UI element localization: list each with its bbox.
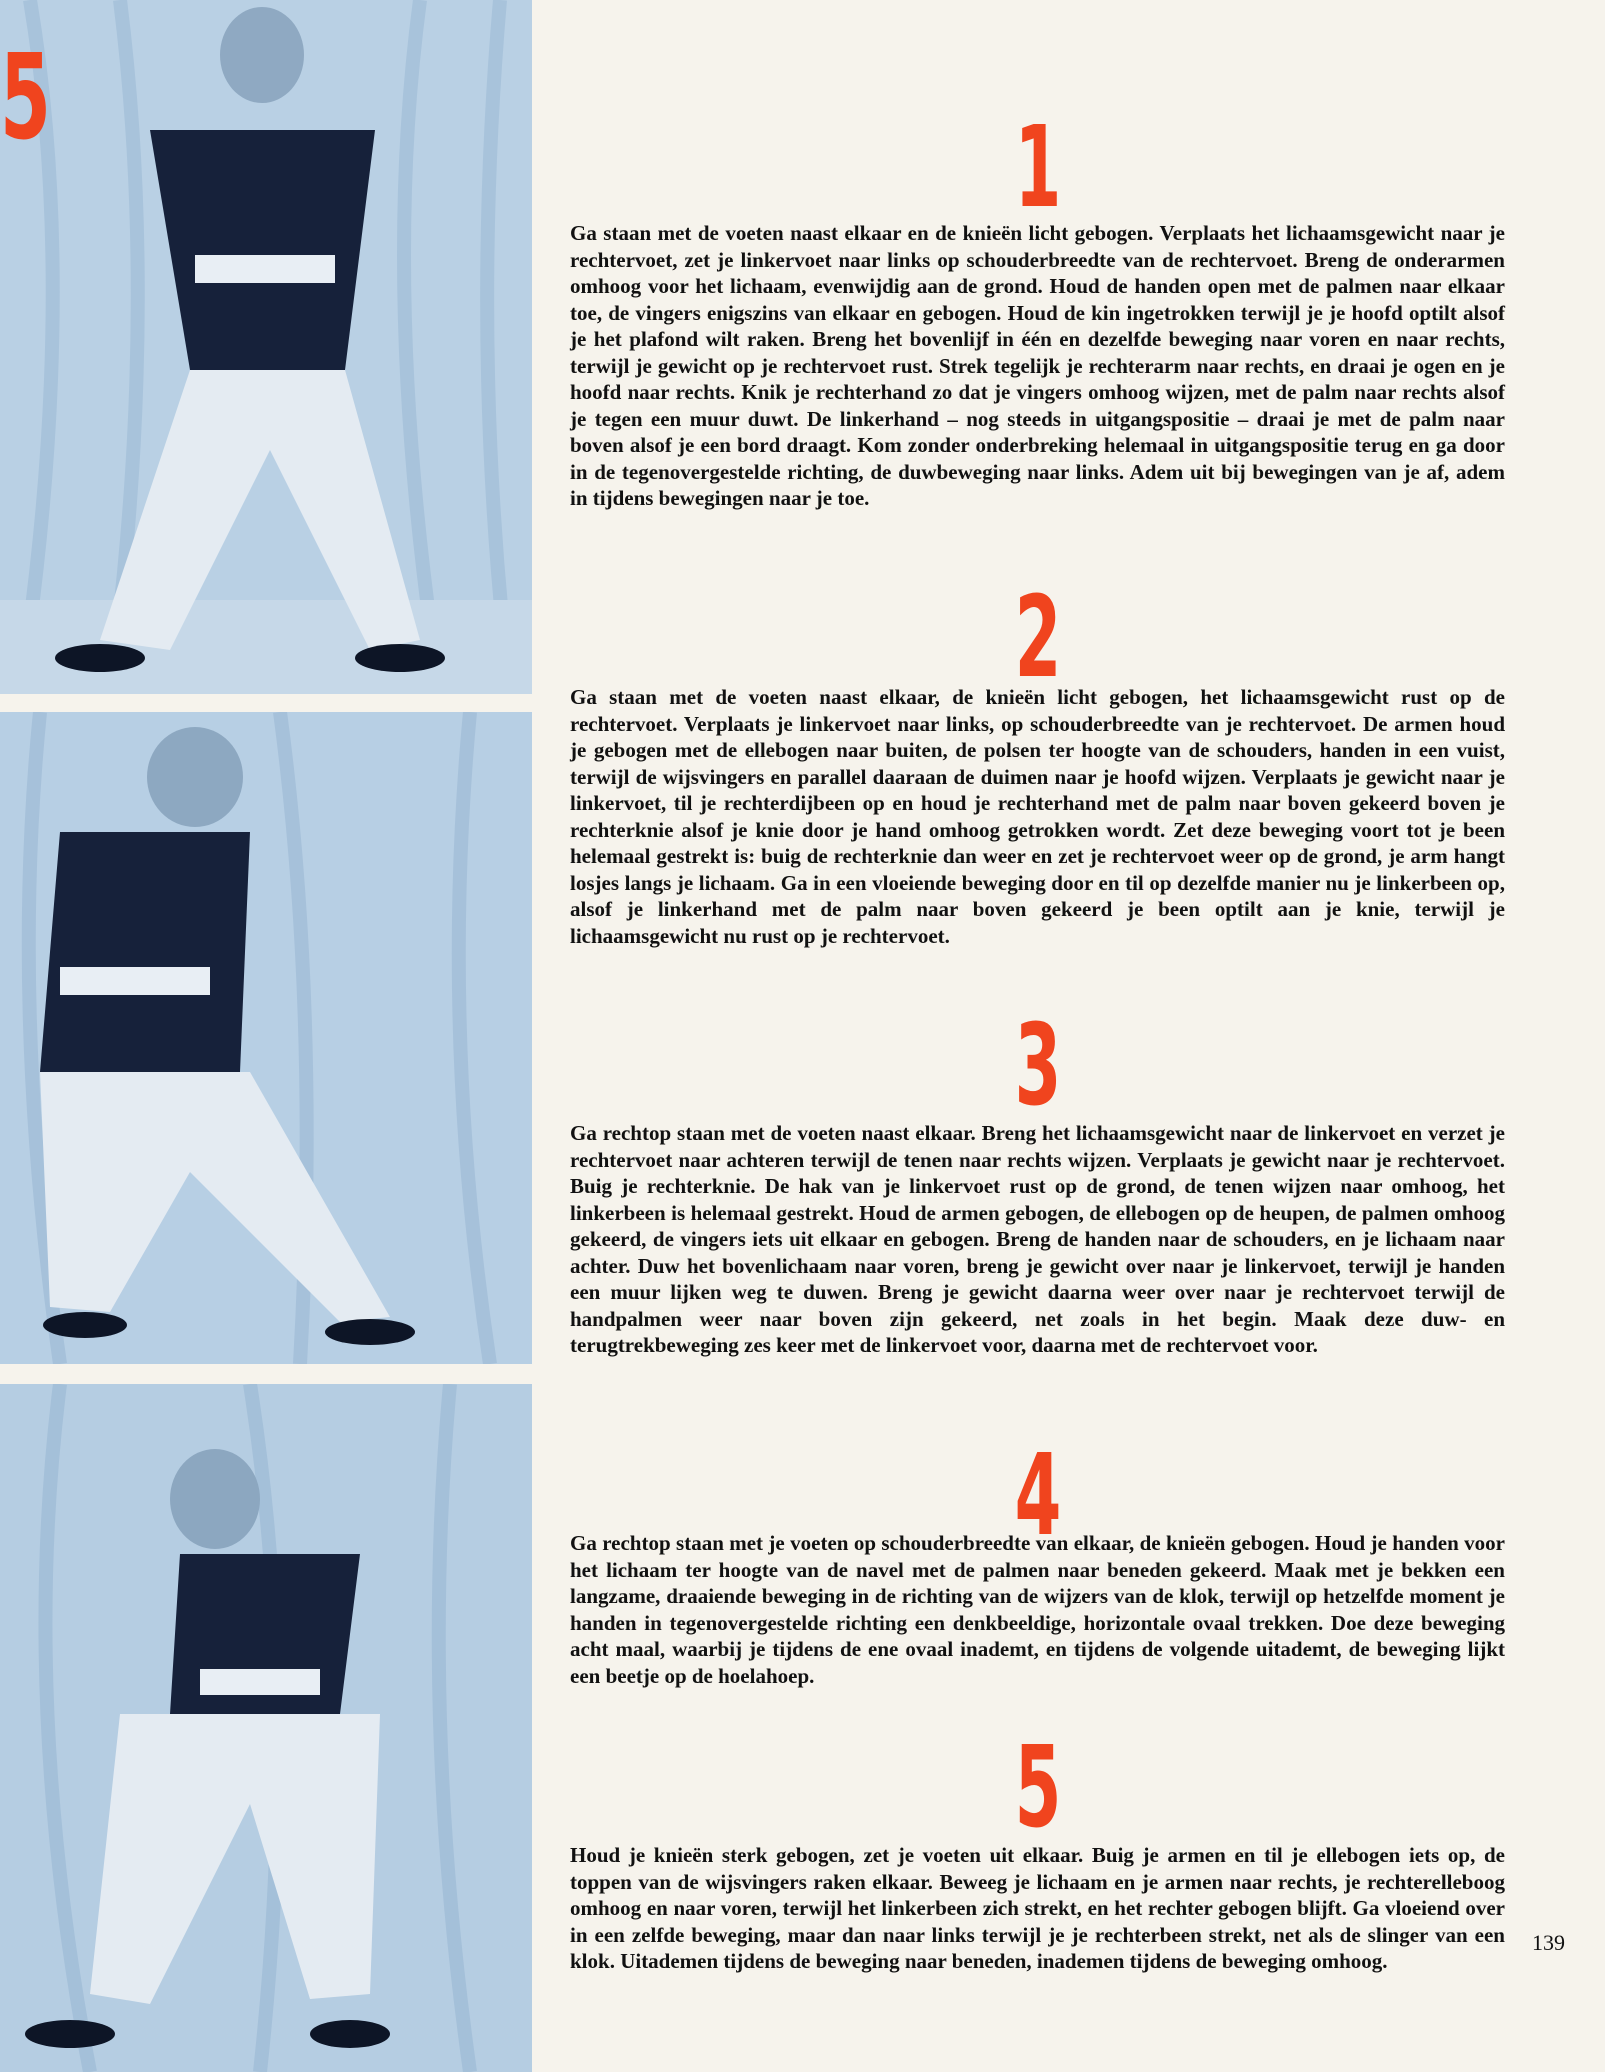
step-text-5: Houd je knieën sterk gebogen, zet je voeten uit elkaar. Buig je armen en til je ellebogen iets op, de toppen van de wijsvingers raken elkaar. Beweeg je lichaam en je armen naar rechts, je rechterelleboog omhoog en naar voren, terwijl het linkerbeen zich strekt, en het rechter gebogen blijft. Ga vloeiend over in een zelfde beweging, maar dan naar links terwijl je je rechterbeen strekt, net als de slinger van een klok. Uitademen tijdens de beweging naar beneden, inademen tijdens de beweging omhoog. (570, 1843, 1505, 1973)
step-text-1: Ga staan met de voeten naast elkaar en de knieën licht gebogen. Verplaats het lichaamsgewicht naar je rechtervoet, zet je linkervoet naar links op schouderbreedte van de rechtervoet. Breng de onderarmen omhoog voor het lichaam, evenwijdig aan de grond. Houd de handen open met de palmen naar elkaar toe, de vingers enigszins van elkaar en gebogen. Houd de kin ingetrokken terwijl je je hoofd optilt alsof je het plafond wilt raken. Breng het bovenlijf in één en dezelfde beweging naar voren en naar rechts, terwijl je gewicht op je rechtervoet rust. Strek tegelijk je rechterarm naar rechts, en draai je ogen en je hoofd naar rechts. Knik je rechterhand zo dat je vingers omhoog wijzen, met de palm naar rechts alsof je tegen een muur duwt. De linkerhand – nog steeds in uitgangspositie – draai je met de palm naar boven alsof je een bord draagt. Kom zonder onderbreking helemaal in uitgangspositie terug en ga door in de tegenovergestelde richting, de duwbeweging naar links. Adem uit bij bewegingen van je af, adem in tijdens bewegingen naar je toe. (570, 221, 1505, 510)
exercise-photo-2 (0, 712, 532, 1364)
step-number-1: 1 (1014, 103, 1061, 233)
photo-column (0, 0, 538, 2072)
step-number-5: 5 (1014, 1723, 1061, 1853)
page-number: 139 (1532, 1930, 1565, 1955)
step-text-3: Ga rechtop staan met de voeten naast elkaar. Breng het lichaamsgewicht naar de linkervoet en verzet je rechtervoet naar achteren terwijl de tenen naar rechts wijzen. Verplaats je gewicht naar je rechtervoet. Buig je rechterknie. De hak van je linkervoet rust op de grond, de tenen wijzen naar omhoog, het linkerbeen is helemaal gestrekt. Houd de armen gebogen, de ellebogen op de heupen, de palmen omhoog gekeerd, de vingers iets uit elkaar en gebogen. Breng de handen naar de schouders, en je lichaam naar achter. Duw het bovenlichaam naar voren, breng je gewicht over naar je linkervoet, terwijl je handen een muur lijken weg te duwen. Breng je gewicht daarna weer over naar je rechtervoet terwijl de handpalmen weer naar boven zijn gekeerd, net zoals in het begin. Maak deze duw- en terugtrekbeweging zes keer met de linkervoet voor, daarna met de rechtervoet voor. (570, 1121, 1505, 1357)
step-number-3: 3 (1014, 1001, 1061, 1131)
side-step-number: 5 (0, 28, 50, 166)
exercise-photo-1 (0, 0, 532, 694)
step-number-4: 4 (1014, 1431, 1061, 1561)
step-text-4: Ga rechtop staan met je voeten op schouderbreedte van elkaar, de knieën gebogen. Houd je handen voor het lichaam ter hoogte van de navel met de palmen naar beneden gekeerd. Maak met je bekken een langzame, draaiende beweging in de richting van de wijzers van de klok, terwijl op hetzelfde moment je handen in tegenovergestelde richting een denkbeeldige, horizontale ovaal trekken. Doe deze beweging acht maal, waarbij je tijdens de ene ovaal inademt, en tijdens de volgende uitademt, de beweging lijkt een beetje op de hoelahoep. (570, 1531, 1505, 1688)
step-text-2: Ga staan met de voeten naast elkaar, de knieën licht gebogen, het lichaamsgewicht rust op de rechtervoet. Verplaats je linkervoet naar links, op schouderbreedte van je rechtervoet. De armen houd je gebogen met de ellebogen naar buiten, de polsen ter hoogte van de schouders, handen in een vuist, terwijl de wijsvingers en parallel daaraan de duimen naar je hoofd wijzen. Verplaats je gewicht naar je linkervoet, til je rechterdijbeen op en houd je rechterhand met de palm naar boven gekeerd boven je rechterknie alsof je knie door je hand omhoog getrokken wordt. Zet deze beweging voort tot je been helemaal gestrekt is: buig de rechterknie dan weer en zet je rechtervoet weer op de grond, je arm hangt losjes langs je lichaam. Ga in een vloeiende beweging door en til op dezelfde manier nu je linkerbeen op, alsof je linkerhand met de palm naar boven gekeerd je been optilt aan je knie, terwijl je lichaamsgewicht nu rust op je rechtervoet. (570, 685, 1505, 948)
exercise-photo-3 (0, 1384, 532, 2072)
step-number-2: 2 (1014, 573, 1061, 703)
